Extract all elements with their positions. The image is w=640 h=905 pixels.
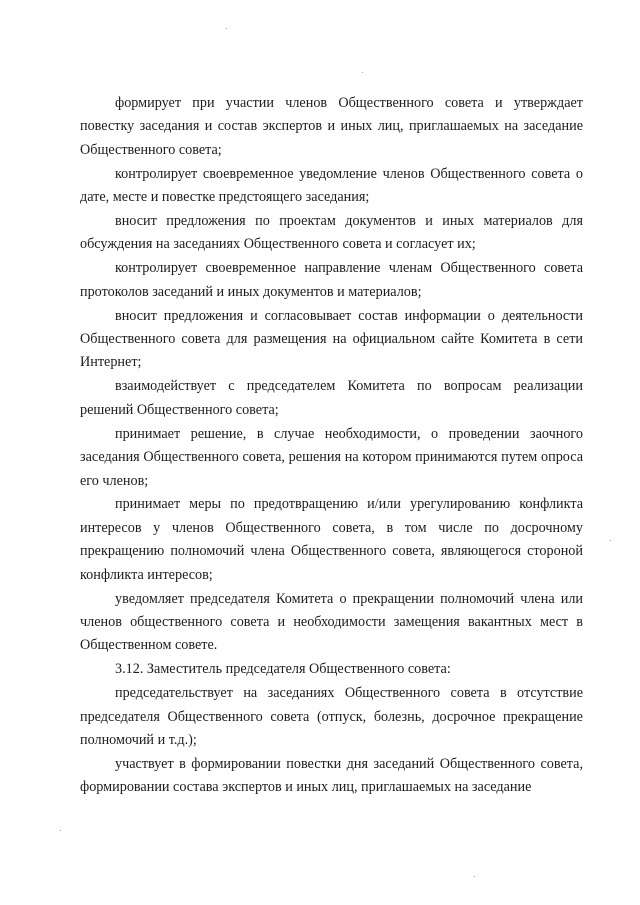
paragraph-proposals: вносит предложения по проектам документов и иных материалов для обсуждения на заседаниях Общественного совета и согласует их; [80, 213, 583, 253]
scan-speck [610, 540, 611, 541]
paragraph-agenda: формирует при участии членов Общественного совета и утверждает повестку заседания и состав экспертов и иных лиц, приглашаемых на заседание Общественного совета; [80, 95, 583, 158]
paragraph-conflict-of-interest: принимает меры по предотвращению и/или урегулированию конфликта интересов у членов Общественного совета, в том числе по досрочному прекращению полномочий члена Общественного совета, являющегося стороной конфликта интересов; [80, 496, 583, 583]
paragraph-website-info: вносит предложения и согласовывает состав информации о деятельности Общественного совета для размещения на официальном сайте Комитета в сети Интернет; [80, 307, 583, 371]
scan-speck [362, 72, 363, 73]
scan-speck [226, 28, 227, 29]
paragraph-protocols: контролирует своевременное направление членам Общественного совета протоколов заседаний и иных документов и материалов; [80, 260, 583, 300]
section-heading-3-12: 3.12. Заместитель председателя Общественного совета: [115, 661, 451, 678]
paragraph-absentee-meeting: принимает решение, в случае необходимости, о проведении заочного заседания Общественного совета, решения на котором принимаются путем опроса его членов; [80, 425, 583, 489]
paragraph-termination-notice: уведомляет председателя Комитета о прекращении полномочий члена или членов общественного совета и необходимости замещения вакантных мест в Общественном совете. [80, 590, 583, 654]
scan-speck [474, 876, 475, 877]
document-body [80, 92, 583, 800]
paragraph-deputy-chairs: председательствует на заседаниях Общественного совета в отсутствие председателя Общественного совета (отпуск, болезнь, досрочное прекращение полномочий и т.д.); [80, 685, 583, 748]
paragraph-deputy-agenda: участвует в формировании повестки дня заседаний Общественного совета, формировании состава экспертов и иных лиц, приглашаемых на заседание [80, 755, 583, 796]
paragraph-notification: контролирует своевременное уведомление членов Общественного совета о дате, месте и повестке предстоящего заседания; [80, 165, 583, 206]
scan-speck [60, 830, 61, 831]
paragraph-interaction: взаимодействует с председателем Комитета по вопросам реализации решений Общественного совета; [80, 378, 583, 418]
